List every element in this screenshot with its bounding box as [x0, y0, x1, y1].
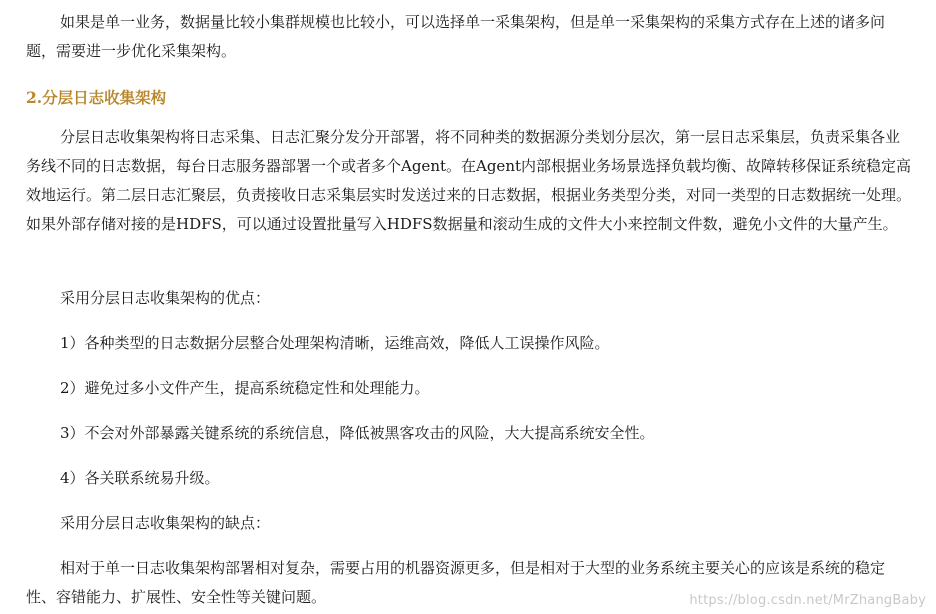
pros-item-3: 3）不会对外部暴露关键系统的系统信息，降低被黑客攻击的风险，大大提高系统安全性。 [60, 424, 655, 442]
pros-item-4: 4）各关联系统易升级。 [60, 469, 220, 487]
pros-item-2: 2）避免过多小文件产生，提高系统稳定性和处理能力。 [60, 379, 430, 397]
cons-title: 采用分层日志收集架构的缺点： [60, 514, 271, 532]
section-heading: 2.分层日志收集架构 [26, 88, 167, 107]
pros-title: 采用分层日志收集架构的优点： [60, 289, 271, 307]
pros-item-1: 1）各种类型的日志数据分层整合处理架构清晰，运维高效，降低人工误操作风险。 [60, 334, 610, 352]
watermark-url: https://blog.csdn.net/MrZhangBaby [689, 593, 926, 608]
cons-paragraph: 相对于单一日志收集架构部署相对复杂，需要占用的机器资源更多，但是相对于大型的业务系统主要关心的应该是系统的稳定性、容错能力、扩展性、安全性等关键问题。 [26, 559, 886, 606]
intro-paragraph: 如果是单一业务，数据量比较小集群规模也比较小，可以选择单一采集架构，但是单一采集架构的采集方式存在上述的诸多问题，需要进一步优化采集架构。 [26, 13, 886, 60]
description-paragraph: 分层日志收集架构将日志采集、日志汇聚分发分开部署，将不同种类的数据源分类划分层次，第一层日志采集层，负责采集各业务线不同的日志数据，每台日志服务器部署一个或者多个Agent。在Agent内部根据业务场景选择负载均衡、故障转移保证系统稳定高效地运行。第二层日志汇聚层，负责接收日志采集层实时发送过来的日志数据，根据业务类型分类，对同一类型的日志数据统一处理。如果外部存储对接的是HDFS，可以通过设置批量写入HDFS数据量和滚动生成的文件大小来控制文件数，避免小文件的大量产生。 [26, 128, 912, 233]
